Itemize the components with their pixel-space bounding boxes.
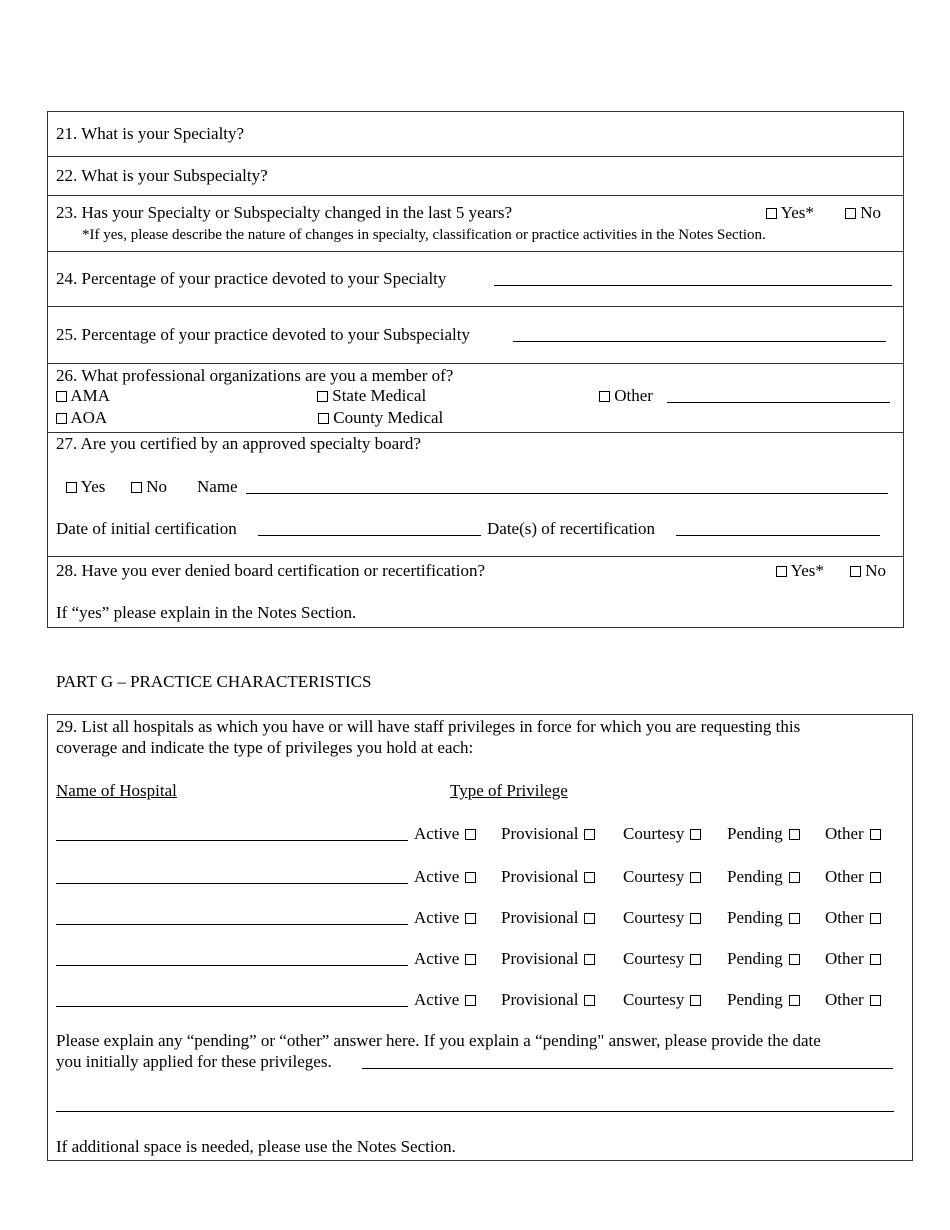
pending-privilege-label: Pending [727, 867, 783, 886]
provisional-privilege-option[interactable] [501, 867, 595, 887]
name-of-hospital-header: Name of Hospital [56, 781, 177, 800]
pending-privilege-checkbox[interactable] [789, 829, 800, 840]
courtesy-privilege-label: Courtesy [623, 908, 685, 927]
q25-label: 25. Percentage of your practice devoted to your Subspecialty [56, 325, 471, 344]
q26-other-label: Other [614, 386, 653, 405]
provisional-privilege-label: Provisional [501, 867, 579, 886]
q27-recert-label: Date(s) of recertification [487, 519, 656, 538]
q26-ama-option[interactable] [56, 386, 110, 406]
divider [47, 306, 904, 307]
q26-other-field[interactable] [667, 387, 890, 403]
other-privilege-label: Other [825, 990, 864, 1009]
provisional-privilege-label: Provisional [501, 949, 579, 968]
pending-privilege-label: Pending [727, 990, 783, 1009]
q29-explain-line2: you initially applied for these privileges. [56, 1052, 332, 1071]
courtesy-privilege-checkbox[interactable] [690, 995, 701, 1006]
provisional-privilege-option[interactable] [501, 824, 595, 844]
provisional-privilege-checkbox[interactable] [584, 995, 595, 1006]
provisional-privilege-option[interactable] [501, 990, 595, 1010]
courtesy-privilege-checkbox[interactable] [690, 954, 701, 965]
q27-yes-label: Yes [80, 477, 106, 496]
type-of-privilege-header: Type of Privilege [450, 781, 568, 800]
courtesy-privilege-label: Courtesy [623, 990, 685, 1009]
q23-yes-checkbox[interactable] [766, 208, 777, 219]
q28-yes-label: Yes* [790, 561, 824, 580]
q23-no-option[interactable] [845, 203, 881, 223]
provisional-privilege-label: Provisional [501, 990, 579, 1009]
q28-yes-option[interactable] [776, 561, 824, 581]
divider [47, 156, 904, 157]
q26-state-medical-option[interactable] [317, 386, 426, 406]
other-privilege-option[interactable] [825, 824, 881, 844]
active-privilege-label: Active [414, 824, 460, 843]
q23-yes-label: Yes* [780, 203, 814, 222]
other-privilege-checkbox[interactable] [870, 913, 881, 924]
q28-no-checkbox[interactable] [850, 566, 861, 577]
courtesy-privilege-option[interactable] [623, 949, 701, 969]
hospital-name-field[interactable] [56, 824, 408, 841]
provisional-privilege-label: Provisional [501, 908, 579, 927]
provisional-privilege-option[interactable] [501, 949, 595, 969]
divider [47, 251, 904, 252]
active-privilege-checkbox[interactable] [465, 913, 476, 924]
other-privilege-label: Other [825, 908, 864, 927]
provisional-privilege-option[interactable] [501, 908, 595, 928]
q27-no-label: No [146, 477, 168, 496]
hospital-row [56, 990, 896, 1010]
active-privilege-label: Active [414, 949, 460, 968]
provisional-privilege-checkbox[interactable] [584, 954, 595, 965]
q26-other-option[interactable] [599, 386, 653, 406]
provisional-privilege-checkbox[interactable] [584, 913, 595, 924]
q29-explain-field[interactable] [362, 1053, 893, 1069]
q26-ama-label: AMA [70, 386, 110, 405]
active-privilege-option[interactable] [414, 824, 476, 844]
hospital-row [56, 908, 896, 928]
q29-explain-field-2[interactable] [56, 1096, 894, 1112]
q24-label: 24. Percentage of your practice devoted to your Specialty [56, 269, 447, 288]
part-g-heading: PART G – PRACTICE CHARACTERISTICS [56, 672, 372, 691]
pending-privilege-option[interactable] [727, 949, 800, 969]
q26-aoa-checkbox[interactable] [56, 413, 67, 424]
courtesy-privilege-option[interactable] [623, 824, 701, 844]
active-privilege-option[interactable] [414, 908, 476, 928]
other-privilege-option[interactable] [825, 990, 881, 1010]
q25-subspecialty-percentage-field[interactable] [513, 326, 886, 342]
q28-explain-note: If “yes” please explain in the Notes Section. [56, 603, 357, 622]
q26-other-checkbox[interactable] [599, 391, 610, 402]
other-privilege-label: Other [825, 867, 864, 886]
pending-privilege-option[interactable] [727, 867, 800, 887]
q29-explain-line1: Please explain any “pending” or “other” answer here. If you explain a “pending" answer, please provide the date [56, 1031, 821, 1050]
q23-no-checkbox[interactable] [845, 208, 856, 219]
courtesy-privilege-option[interactable] [623, 908, 701, 928]
active-privilege-checkbox[interactable] [465, 872, 476, 883]
q27-yes-checkbox[interactable] [66, 482, 77, 493]
other-privilege-label: Other [825, 824, 864, 843]
q29-label-line2: coverage and indicate the type of privileges you hold at each: [56, 738, 474, 757]
q23-yes-option[interactable] [766, 203, 814, 223]
q29-additional-space-note: If additional space is needed, please use the Notes Section. [56, 1137, 456, 1156]
q26-state-medical-label: State Medical [332, 386, 427, 405]
courtesy-privilege-option[interactable] [623, 990, 701, 1010]
q28-no-label: No [865, 561, 887, 580]
pending-privilege-checkbox[interactable] [789, 913, 800, 924]
hospital-name-field[interactable] [56, 990, 408, 1007]
provisional-privilege-checkbox[interactable] [584, 829, 595, 840]
hospital-name-field[interactable] [56, 908, 408, 925]
other-privilege-option[interactable] [825, 867, 881, 887]
q26-ama-checkbox[interactable] [56, 391, 67, 402]
q27-recert-date-field[interactable] [676, 520, 880, 536]
active-privilege-label: Active [414, 908, 460, 927]
courtesy-privilege-label: Courtesy [623, 949, 685, 968]
active-privilege-checkbox[interactable] [465, 829, 476, 840]
q26-aoa-option[interactable] [56, 408, 107, 428]
q26-county-medical-option[interactable] [318, 408, 443, 428]
other-privilege-option[interactable] [825, 949, 881, 969]
other-privilege-checkbox[interactable] [870, 995, 881, 1006]
active-privilege-option[interactable] [414, 990, 476, 1010]
courtesy-privilege-checkbox[interactable] [690, 872, 701, 883]
active-privilege-label: Active [414, 990, 460, 1009]
courtesy-privilege-checkbox[interactable] [690, 913, 701, 924]
q24-specialty-percentage-field[interactable] [494, 270, 892, 286]
courtesy-privilege-option[interactable] [623, 867, 701, 887]
divider [47, 195, 904, 196]
q27-no-option[interactable] [131, 477, 167, 497]
other-privilege-checkbox[interactable] [870, 954, 881, 965]
pending-privilege-label: Pending [727, 908, 783, 927]
q27-name-label: Name [197, 477, 238, 496]
other-privilege-label: Other [825, 949, 864, 968]
other-privilege-option[interactable] [825, 908, 881, 928]
q21-label: 21. What is your Specialty? [56, 124, 245, 143]
q26-label: 26. What professional organizations are you a member of? [56, 366, 454, 385]
q26-county-medical-label: County Medical [333, 408, 444, 427]
pending-privilege-label: Pending [727, 949, 783, 968]
courtesy-privilege-checkbox[interactable] [690, 829, 701, 840]
courtesy-privilege-label: Courtesy [623, 824, 685, 843]
q28-yes-checkbox[interactable] [776, 566, 787, 577]
q27-board-name-field[interactable] [246, 478, 888, 494]
pending-privilege-checkbox[interactable] [789, 954, 800, 965]
hospital-name-field[interactable] [56, 867, 408, 884]
q26-county-medical-checkbox[interactable] [318, 413, 329, 424]
q26-state-medical-checkbox[interactable] [317, 391, 328, 402]
q26-aoa-label: AOA [70, 408, 108, 427]
active-privilege-option[interactable] [414, 867, 476, 887]
q29-label-line1: 29. List all hospitals as which you have or will have staff privileges in force for which you are requesting this [56, 717, 801, 736]
divider [47, 432, 904, 433]
pending-privilege-option[interactable] [727, 990, 800, 1010]
hospital-row [56, 824, 896, 844]
active-privilege-checkbox[interactable] [465, 954, 476, 965]
pending-privilege-option[interactable] [727, 824, 800, 844]
hospital-row [56, 867, 896, 887]
provisional-privilege-label: Provisional [501, 824, 579, 843]
q23-label: 23. Has your Specialty or Subspecialty changed in the last 5 years? [56, 203, 513, 222]
divider [47, 556, 904, 557]
provisional-privilege-checkbox[interactable] [584, 872, 595, 883]
active-privilege-label: Active [414, 867, 460, 886]
q28-no-option[interactable] [850, 561, 886, 581]
divider [47, 363, 904, 364]
q27-initial-cert-label: Date of initial certification [56, 519, 237, 538]
pending-privilege-label: Pending [727, 824, 783, 843]
q27-initial-cert-date-field[interactable] [258, 520, 481, 536]
other-privilege-checkbox[interactable] [870, 829, 881, 840]
active-privilege-option[interactable] [414, 949, 476, 969]
pending-privilege-checkbox[interactable] [789, 872, 800, 883]
pending-privilege-option[interactable] [727, 908, 800, 928]
q27-no-checkbox[interactable] [131, 482, 142, 493]
q27-yes-option[interactable] [66, 477, 105, 497]
q27-label: 27. Are you certified by an approved specialty board? [56, 434, 421, 453]
courtesy-privilege-label: Courtesy [623, 867, 685, 886]
other-privilege-checkbox[interactable] [870, 872, 881, 883]
active-privilege-checkbox[interactable] [465, 995, 476, 1006]
hospital-row [56, 949, 896, 969]
q23-no-label: No [860, 203, 882, 222]
q23-note: *If yes, please describe the nature of changes in specialty, classification or practice activities in the Notes Section. [82, 227, 766, 243]
hospital-name-field[interactable] [56, 949, 408, 966]
q28-label: 28. Have you ever denied board certification or recertification? [56, 561, 486, 580]
q22-label: 22. What is your Subspecialty? [56, 166, 268, 185]
pending-privilege-checkbox[interactable] [789, 995, 800, 1006]
